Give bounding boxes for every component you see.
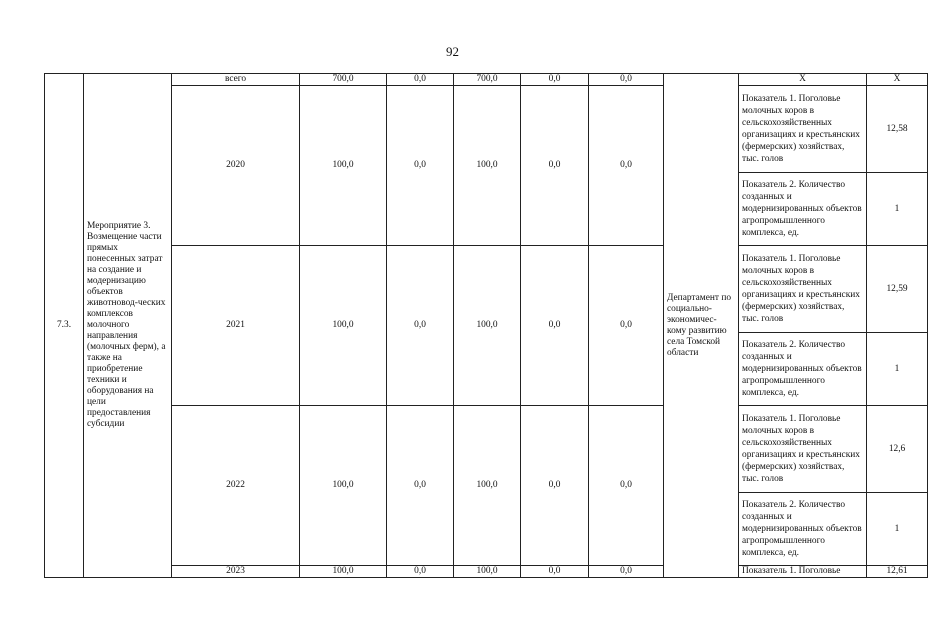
value-cell: 0,0 [387,74,454,86]
table-row-2023 [45,566,928,578]
value-cell: 100,0 [454,86,521,246]
value-cell: 100,0 [454,566,521,578]
value-cell: 0,0 [589,406,664,566]
value-cell: 0,0 [521,86,589,246]
measure-code: 7.3. [45,74,84,578]
indicator-text: Показатель 1. Поголовье молочных коров в сельскохозяйственных организациях и крестьянских (фермерских) хозяйствах, тыс. голов [739,406,867,493]
indicator-total: Х [739,74,867,86]
year-cell: 2022 [172,406,300,566]
value-cell: 100,0 [454,246,521,406]
table-row-total [45,74,928,86]
value-cell: 100,0 [300,566,387,578]
value-cell: 0,0 [589,86,664,246]
value-cell: 100,0 [300,406,387,566]
table-row-2022 [45,406,928,493]
measure-budget-table [44,73,928,578]
value-cell: 0,0 [521,566,589,578]
value-cell: 700,0 [300,74,387,86]
value-cell: 0,0 [521,406,589,566]
indicator-text: Показатель 1. Поголовье молочных коров в сельскохозяйственных организациях и крестьянских (фермерских) хозяйствах, тыс. голов [739,246,867,333]
indicator-value: 1 [867,333,928,406]
value-cell: 0,0 [589,74,664,86]
value-cell: 0,0 [387,566,454,578]
year-cell: 2021 [172,246,300,406]
indicator-text: Показатель 2. Количество созданных и модернизированных объектов агропромышленного комплекса, ед. [739,493,867,566]
table-row-2021 [45,246,928,333]
value-cell: 0,0 [589,566,664,578]
year-cell: 2020 [172,86,300,246]
indicator-text: Показатель 1. Поголовье молочных коров в сельскохозяйственных организациях и крестьянских (фермерских) хозяйствах, тыс. голов [739,86,867,173]
year-cell: 2023 [172,566,300,578]
executor: Департамент по социально-экономичес-кому развитию села Томской области [664,74,739,578]
indicator-text: Показатель 2. Количество созданных и модернизированных объектов агропромышленного комплекса, ед. [739,173,867,246]
indicator-text: Показатель 1. Поголовье [739,566,867,578]
measure-name: Мероприятие 3. Возмещение части прямых понесенных затрат на создание и модернизацию объектов животновод-ческих комплексов молочного направления (молочных ферм), а также на приобретение техники и оборудования на цели предоставления субсидии [84,74,172,578]
indicator-value: 12,6 [867,406,928,493]
period-total: всего [172,74,300,86]
value-cell: 0,0 [521,246,589,406]
indicator-value: 12,59 [867,246,928,333]
value-cell: 0,0 [521,74,589,86]
indicator-text: Показатель 2. Количество созданных и модернизированных объектов агропромышленного комплекса, ед. [739,333,867,406]
indicator-value: 12,58 [867,86,928,173]
indicator-value: 1 [867,173,928,246]
value-cell: 0,0 [387,406,454,566]
value-cell: 0,0 [589,246,664,406]
value-cell: 0,0 [387,86,454,246]
value-cell: 100,0 [300,246,387,406]
page-number: 92 [446,44,459,59]
indicator-value: 12,61 [867,566,928,578]
value-cell: 100,0 [454,406,521,566]
value-cell: 0,0 [387,246,454,406]
table-row-2020 [45,86,928,173]
value-cell: 100,0 [300,86,387,246]
indicator-value-total: Х [867,74,928,86]
indicator-value: 1 [867,493,928,566]
value-cell: 700,0 [454,74,521,86]
